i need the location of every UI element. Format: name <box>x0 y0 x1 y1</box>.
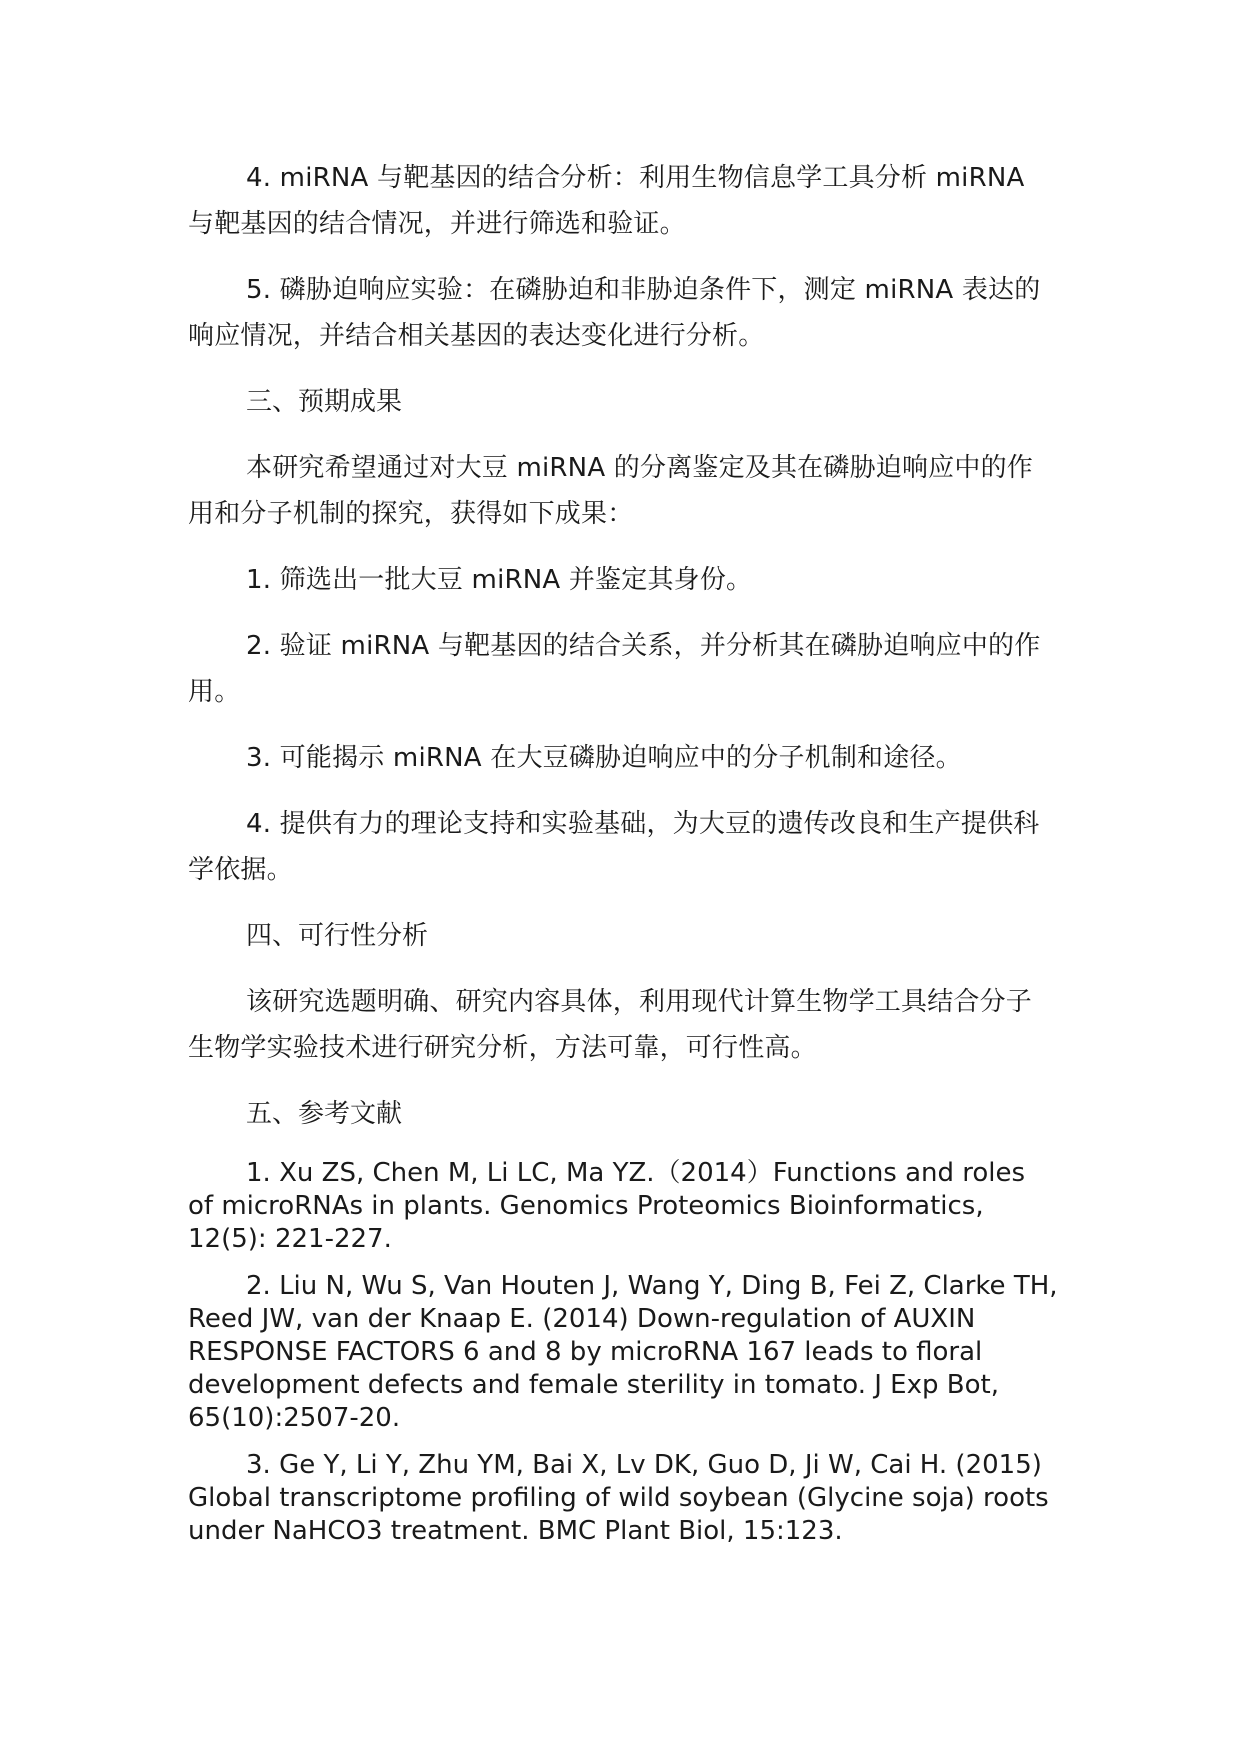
reference-item: 2. Liu N, Wu S, Van Houten J, Wang Y, Ding B, Fei Z, Clarke TH, Reed JW, van der Knaap E. (2014) Down-regulation of AUXIN RESPONSE FACTORS 6 and 8 by microRNA 167 leads to floral development defects and female sterility in tomato. J Exp Bot, 65(10):2507-20. <box>188 1271 1058 1433</box>
section-heading-feasibility: 四、可行性分析 <box>246 921 429 951</box>
reference-item: 1. Xu ZS, Chen M, Li LC, Ma YZ.（2014）Functions and roles of microRNAs in plants. Genomics Proteomics Bioinformatics, 12(5): 221-227. <box>188 1158 1026 1254</box>
paragraph-feasibility: 该研究选题明确、研究内容具体，利用现代计算生物学工具结合分子生物学实验技术进行研究分析，方法可靠，可行性高。 <box>188 987 1033 1063</box>
paragraph-step-5: 5. 磷胁迫响应实验：在磷胁迫和非胁迫条件下，测定 miRNA 表达的响应情况，并结合相关基因的表达变化进行分析。 <box>188 275 1041 351</box>
paragraph-step-4: 4. miRNA 与靶基因的结合分析：利用生物信息学工具分析 miRNA 与靶基因的结合情况，并进行筛选和验证。 <box>188 163 1025 239</box>
paragraph-result-1: 1. 筛选出一批大豆 miRNA 并鉴定其身份。 <box>246 565 753 595</box>
paragraph-result-4: 4. 提供有力的理论支持和实验基础，为大豆的遗传改良和生产提供科学依据。 <box>188 809 1040 885</box>
section-heading-references: 五、参考文献 <box>246 1099 403 1129</box>
paragraph-result-3: 3. 可能揭示 miRNA 在大豆磷胁迫响应中的分子机制和途径。 <box>246 743 962 773</box>
section-heading-expected-results: 三、预期成果 <box>246 387 403 417</box>
paragraph-results-intro: 本研究希望通过对大豆 miRNA 的分离鉴定及其在磷胁迫响应中的作用和分子机制的探究，获得如下成果： <box>188 453 1033 529</box>
document-body <box>188 155 1058 1562</box>
reference-item: 3. Ge Y, Li Y, Zhu YM, Bai X, Lv DK, Guo D, Ji W, Cai H. (2015) Global transcriptome profiling of wild soybean (Glycine soja) roots under NaHCO3 treatment. BMC Plant Biol, 15:123. <box>188 1450 1049 1546</box>
reference-list <box>188 1157 1058 1548</box>
paragraph-result-2: 2. 验证 miRNA 与靶基因的结合关系，并分析其在磷胁迫响应中的作用。 <box>188 631 1041 707</box>
